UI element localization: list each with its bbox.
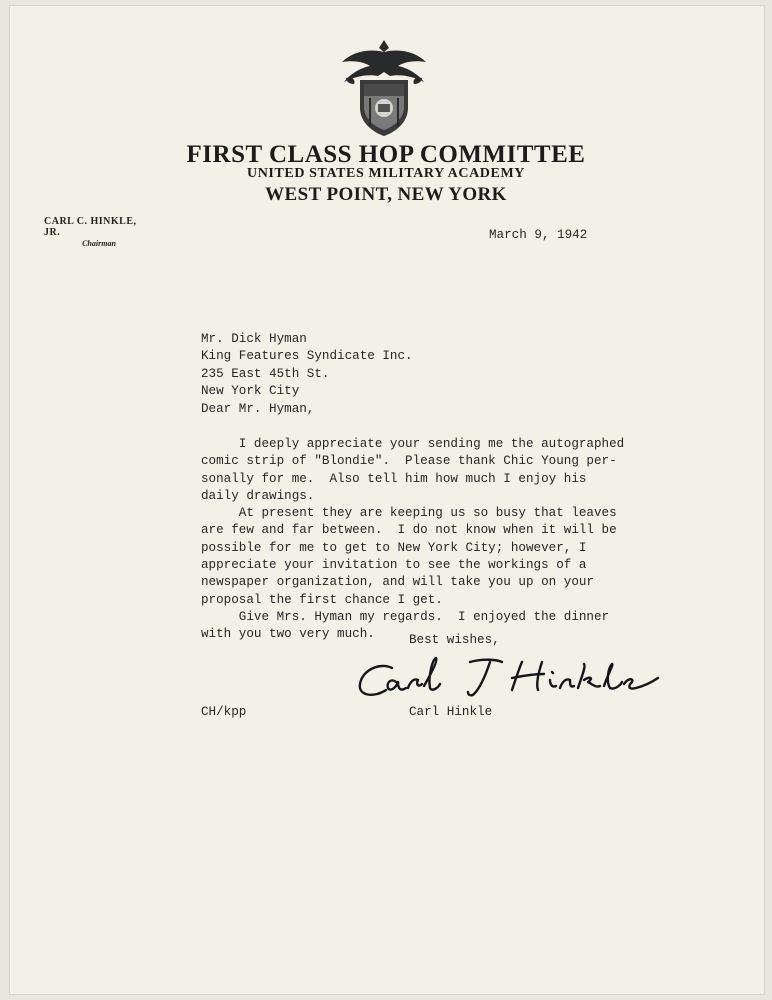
letterhead-institution: UNITED STATES MILITARY ACADEMY	[247, 166, 525, 181]
letterhead-organization: FIRST CLASS HOP COMMITTEE	[186, 141, 586, 168]
salutation: Dear Mr. Hyman,	[201, 402, 315, 416]
chairman-block	[44, 216, 154, 248]
letter-body	[201, 436, 624, 644]
closing: Best wishes,	[409, 633, 500, 647]
body-line: At present they are keeping us so busy that leaves	[201, 506, 617, 521]
recipient-street: 235 East 45th St.	[201, 366, 330, 381]
recipient-city: New York City	[201, 383, 300, 398]
body-line: possible for me to get to New York City; however, I	[201, 540, 587, 555]
recipient-address	[201, 331, 413, 400]
body-line: daily drawings.	[201, 488, 315, 503]
body-line: with you two very much.	[201, 627, 375, 642]
body-line: Give Mrs. Hyman my regards. I enjoyed the dinner	[201, 609, 610, 624]
body-line: I deeply appreciate your sending me the autographed	[201, 437, 625, 451]
chairman-name: CARL C. HINKLE, JR.	[44, 216, 137, 238]
reference-initials: CH/kpp	[201, 705, 247, 719]
west-point-crest-icon	[338, 38, 430, 138]
body-line: are few and far between. I do not know when it will be	[201, 523, 617, 538]
signature	[352, 648, 672, 708]
body-line: appreciate your invitation to see the workings of a	[201, 558, 587, 573]
typed-signature-name: Carl Hinkle	[409, 705, 493, 719]
recipient-company: King Features Syndicate Inc.	[201, 349, 413, 364]
body-line: newspaper organization, and will take you up on your	[201, 575, 594, 590]
body-line: sonally for me. Also tell him how much I enjoy his	[201, 471, 587, 486]
recipient-name: Mr. Dick Hyman	[201, 332, 307, 346]
chairman-title: Chairman	[82, 239, 116, 248]
body-line: proposal the first chance I get.	[201, 592, 443, 607]
letterhead-location: WEST POINT, NEW YORK	[265, 184, 507, 205]
body-line: comic strip of "Blondie". Please thank Chic Young per-	[201, 454, 617, 469]
letter-date: March 9, 1942	[489, 228, 588, 242]
